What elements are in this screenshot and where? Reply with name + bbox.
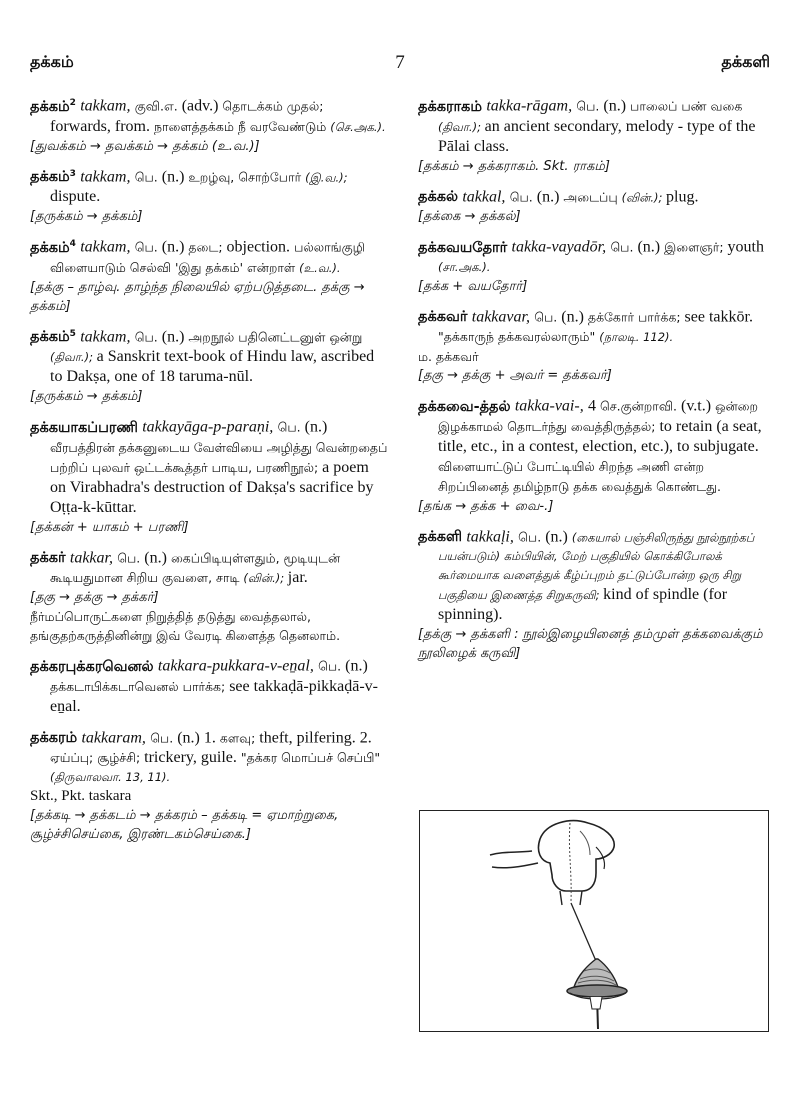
etymology: [தகு → தக்கு → தக்கர்] <box>30 590 159 605</box>
headword: தக்கம் <box>30 98 70 115</box>
english-gloss: (n.) <box>532 188 564 205</box>
dictionary-entry <box>418 94 772 176</box>
dictionary-entry <box>418 305 772 386</box>
etymology: [தக்க + வயதோர்] <box>418 278 528 294</box>
page-number: 7 <box>395 52 405 73</box>
tamil-gloss: உறழ்வு, சொற்போர் <box>188 169 306 184</box>
transliteration: takka-rāgam, <box>486 97 573 115</box>
tamil-gloss: பெ. <box>134 169 158 184</box>
tamil-gloss: ஒன்றை இழக்காமல் தொடர்ந்து வைத்திருத்தல்; <box>438 398 759 434</box>
tamil-gloss: விளையாட்டுப் போட்டியில் சிறந்த அணி என்ற சிறப்பினைத் தமிழ்நாடு தக்க வைத்துக் கொண்டது. <box>438 458 722 494</box>
dictionary-entry <box>30 726 388 845</box>
dictionary-entry <box>418 525 772 664</box>
tamil-gloss: பல்லாங்குழி விளையாடும் செல்வி 'இது தக்கம்' என்றாள் <box>50 239 365 275</box>
tamil-gloss: பெ. <box>134 239 158 255</box>
english-gloss: an ancient secondary, melody - type of the Pālai class. <box>438 117 756 155</box>
homonym-number: 4 <box>69 239 76 249</box>
left-column <box>30 94 388 853</box>
headword: தக்கவர் <box>418 309 468 325</box>
english-gloss: (n.) <box>157 238 189 256</box>
english-gloss: 4 <box>588 397 600 415</box>
tamil-gloss: அடைப்பு <box>563 189 622 204</box>
dictionary-entry <box>30 325 388 407</box>
transliteration: takkam, <box>80 97 131 115</box>
transliteration: takka-vai-, <box>514 397 584 415</box>
etymology: [தக்கன் + யாகம் + பரணி] <box>30 519 189 535</box>
english-gloss: (n.) <box>557 308 588 325</box>
homonym-number: 2 <box>69 98 76 108</box>
english-gloss: jar. <box>287 569 308 586</box>
english-gloss: (v.t.) <box>677 397 716 415</box>
dictionary-entry <box>30 415 388 537</box>
etymology: [தங்க → தக்க + வை-.] <box>418 498 554 514</box>
transliteration: takkaḷi, <box>466 528 514 545</box>
dictionary-entry <box>30 94 388 156</box>
tamil-gloss: பெ. <box>576 98 600 114</box>
english-gloss: a Sanskrit text-book of Hindu law, ascribed to Dakṣa, one of 18 taruma-nūl. <box>50 348 375 385</box>
english-gloss: (n.) <box>140 549 171 566</box>
tamil-gloss: பெ. <box>509 189 533 204</box>
etymology: [துவக்கம் → தவக்கம் → தக்கம் (உ.வ.)] <box>30 138 260 154</box>
etymology: [தருக்கம் → தக்கம்] <box>30 209 143 224</box>
tamil-gloss: தக்கடாபிக்கடாவெனல் பார்க்க; <box>50 678 230 694</box>
tamil-gloss: பெ. <box>277 419 301 435</box>
tamil-gloss: பெ. <box>117 550 141 565</box>
headword: தக்கவயதோர் <box>418 239 508 256</box>
tamil-gloss: (செ.அக.). <box>330 119 386 134</box>
tamil-gloss: தொடக்கம் முதல்; <box>222 98 324 114</box>
etymology: [தக்கை → தக்கல்] <box>418 209 521 224</box>
headword: தக்கயாகப்பரணி <box>30 419 138 436</box>
homonym-number: 3 <box>69 168 76 179</box>
tamil-gloss: பெ. <box>518 529 542 544</box>
english-gloss: 2. <box>359 729 372 746</box>
tamil-gloss: இளைஞர்; <box>664 239 728 255</box>
headword: தக்கம் <box>30 169 70 185</box>
english-gloss: (n.) <box>157 328 189 345</box>
etymology: [தக்கு – தாழ்வு. தாழ்ந்த நிலையில் ஏற்படுத்தடை. தக்கு → தக்கம்] <box>30 279 365 314</box>
entry-note: ம. தக்கவர் <box>418 349 479 364</box>
transliteration: takkam, <box>80 168 131 185</box>
english-gloss: (n.) <box>599 97 631 115</box>
tamil-gloss: பெ. <box>534 309 558 324</box>
tamil-gloss: (இ.வ.); <box>305 170 348 184</box>
transliteration: takkayāga-p-paraṇi, <box>142 418 274 436</box>
dictionary-entry <box>30 165 388 227</box>
english-gloss: youth <box>727 238 764 256</box>
tamil-gloss: (திவா.); <box>50 350 97 364</box>
english-gloss: trickery, guile. <box>144 749 241 766</box>
etymology: [தருக்கம் → தக்கம்] <box>30 389 143 404</box>
english-gloss: (n.) <box>173 729 204 746</box>
english-gloss: see <box>684 308 709 325</box>
tamil-gloss: கைப்பிடியுள்ளதும், மூடியுடன் கூடியதுமான சிறிய குவளை, சாடி <box>50 550 341 585</box>
transliteration: takkara-pukkara-v-eṉal, <box>157 657 314 675</box>
dictionary-entry <box>418 185 772 227</box>
transliteration: takkar, <box>69 549 113 566</box>
tamil-gloss: பெ. <box>318 658 342 674</box>
english-gloss: plug. <box>666 188 699 205</box>
etymology: [தகு → தக்கு + அவர் = தக்கவர்] <box>418 368 612 383</box>
english-gloss: 1. <box>203 729 220 746</box>
entry-note: Skt., Pkt. taskara <box>30 788 132 804</box>
tamil-gloss: (கையால் பஞ்சிலிருந்து நூல்நூற்கப் பயன்படும்) கம்பியின், மேற் பகுதியில் கொக்கிபோலக் கூர்மையாக வளைத்துக் கீழ்ப்புறம் தட்டுப்போன்ற ஒரு சிறு பகுதியை இணைத்த சிறுகருவி; <box>438 530 755 602</box>
english-gloss: (n.) <box>633 238 665 256</box>
tamil-gloss: தக்கோர் பார்க்க; <box>587 309 685 324</box>
headword: தக்கரபுக்கரவெனல் <box>30 658 154 675</box>
headword: தக்கராகம் <box>418 98 483 115</box>
tamil-gloss: (வின்.); <box>243 571 288 585</box>
entry-note: நீர்மப்பொருட்களை நிறுத்தித் தடுத்து வைத்தலால், தங்குதற்கருத்தினின்று இவ் வேரடி கிளைத்த தெனலாம். <box>30 609 341 643</box>
tamil-gloss: ஏய்ப்பு; சூழ்ச்சி; <box>50 750 145 765</box>
running-head <box>30 52 770 82</box>
hand-spindle-icon <box>420 811 767 1030</box>
headword: தக்கம் <box>30 329 70 345</box>
transliteration: takkam, <box>80 328 131 345</box>
english-gloss: kind of spindle (for spinning). <box>438 586 728 623</box>
headword: தக்கல் <box>418 189 459 205</box>
english-gloss: objection. <box>226 238 295 256</box>
homonym-number: 5 <box>69 328 76 339</box>
english-gloss: (n.) <box>157 168 189 185</box>
english-gloss: see <box>229 677 254 695</box>
headword: தக்கர் <box>30 550 66 566</box>
tamil-gloss: பெ. <box>134 329 158 344</box>
running-head-right: தக்களி <box>721 52 770 71</box>
transliteration: takkal, <box>462 188 506 205</box>
etymology: [தக்கடி → தக்கடம் → தக்கரம் – தக்கடி = ஏமாற்றுகை, சூழ்ச்சிசெய்கை, இரண்டகம்செய்கை.] <box>30 808 339 842</box>
transliteration: takkam, <box>80 238 131 256</box>
tamil-gloss: பாலைப் பண் வகை <box>630 98 743 114</box>
tamil-gloss: வீரபத்திரன் தக்கனுடைய வேள்வியை அழித்து வென்றதைப் பற்றிப் புலவர் ஒட்டக்கூத்தர் பாடிய, பரணிநூல்; <box>50 439 388 475</box>
tamil-gloss: அறநூல் பதினெட்டனுள் ஒன்று <box>188 329 363 344</box>
headword: தக்கரம் <box>30 730 78 746</box>
tamil-gloss: பெ. <box>150 730 174 745</box>
tamil-gloss: தடை; <box>188 239 227 255</box>
headword: தக்களி <box>418 529 463 545</box>
transliteration: takka-vayadōr, <box>511 238 607 256</box>
tamil-gloss: (திருவாலவா. 13, 11). <box>50 770 171 784</box>
tamil-gloss: குவி.எ. <box>134 98 178 114</box>
tamil-gloss: "தக்காருந் தக்கவரல்லாரும்" <box>438 329 600 344</box>
dictionary-entry <box>30 546 388 646</box>
etymology: [தக்கு → தக்களி : நூல்இழையினைத் தம்முள் தக்கவைக்கும் நூலிழைக் கருவி] <box>418 627 763 661</box>
english-gloss: (n.) <box>341 657 368 675</box>
transliteration: takkavar, <box>471 308 530 325</box>
english-gloss: theft, pilfering. <box>259 729 360 746</box>
spindle-figure <box>419 810 769 1032</box>
english-gloss: a poem on Virabhadra's destruction of Dakṣa's sacrifice by Oṭṭa-k-kūttar. <box>50 458 374 516</box>
running-head-left: தக்கம் <box>30 52 74 71</box>
tamil-gloss: களவு; <box>219 730 260 745</box>
right-column <box>418 94 772 672</box>
english-gloss: takkaḍā-pikkaḍā-v-eṉal. <box>50 677 379 715</box>
dictionary-entry <box>30 654 388 717</box>
english-gloss: (n.) <box>541 528 572 545</box>
english-gloss: dispute. <box>50 188 101 205</box>
tamil-gloss: (வின்.); <box>621 190 667 204</box>
tamil-gloss: "தக்கர மொப்பச் செப்பி" <box>240 750 381 765</box>
dictionary-entry <box>418 394 772 516</box>
dictionary-entry <box>418 235 772 296</box>
tamil-gloss: பெ. <box>610 239 634 255</box>
transliteration: takkaram, <box>81 729 146 746</box>
headword: தக்கம் <box>30 239 70 256</box>
tamil-gloss: செ.குன்றாவி. <box>600 398 678 414</box>
tamil-gloss: (சா.அக.). <box>438 259 491 274</box>
english-gloss: (adv.) <box>177 97 223 115</box>
tamil-gloss: (திவா.); <box>438 119 485 134</box>
english-gloss: to retain (a seat, title, etc., in a contest, election, etc.), to subjugate. <box>438 417 762 455</box>
english-gloss: (n.) <box>300 418 328 436</box>
tamil-gloss: (நாலடி. 112). <box>599 330 674 344</box>
headword: தக்கவை-த்தல் <box>418 398 511 415</box>
english-gloss: takkōr. <box>708 308 753 325</box>
tamil-gloss: நாளைத்தக்கம் நீ வரவேண்டும் <box>153 118 331 134</box>
tamil-gloss: (உ.வ.). <box>299 260 341 275</box>
english-gloss: forwards, from. <box>50 117 154 135</box>
etymology: [தக்கம் → தக்கராகம். Skt. ராகம்] <box>418 158 610 174</box>
dictionary-entry <box>30 235 388 316</box>
